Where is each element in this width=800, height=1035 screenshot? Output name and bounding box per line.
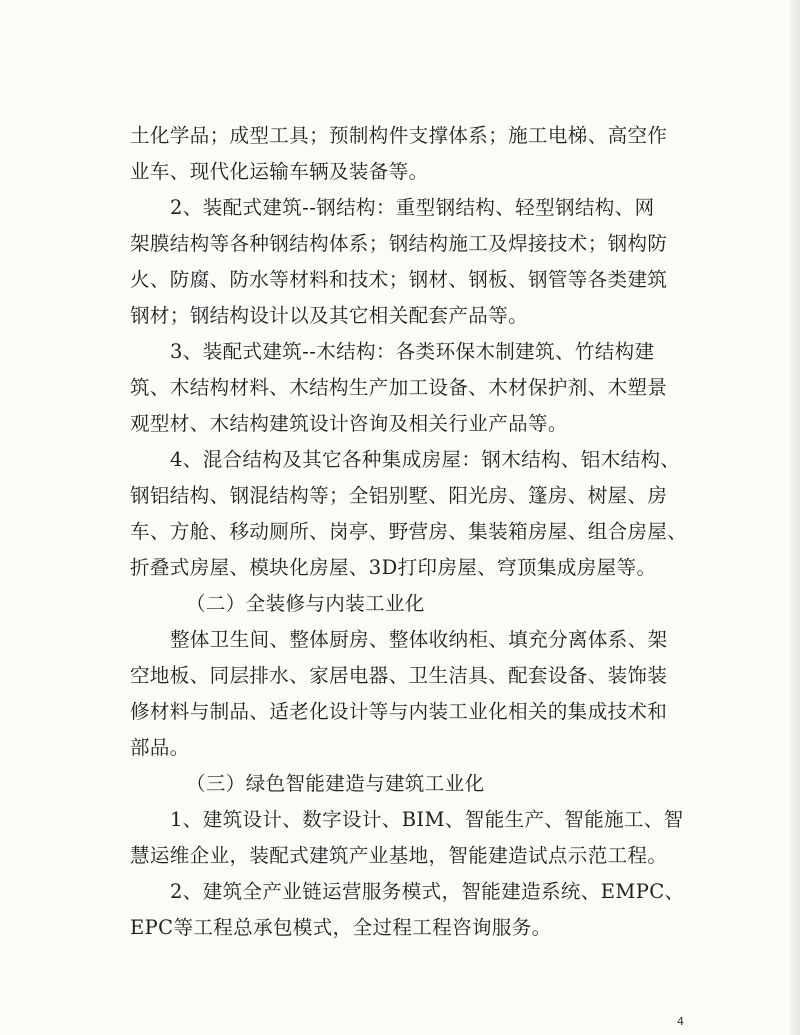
section-heading: （二）全装修与内装工业化 xyxy=(186,592,425,615)
text-line: 部品。 xyxy=(130,736,190,759)
page-edge xyxy=(790,0,800,1035)
text-line: 4、混合结构及其它各种集成房屋：钢木结构、铝木结构、 xyxy=(170,448,681,471)
text-line: 空地板、同层排水、家居电器、卫生洁具、配套设备、装饰装 xyxy=(130,664,668,687)
document-body xyxy=(130,118,700,946)
section-heading: （三）绿色智能建造与建筑工业化 xyxy=(186,772,485,795)
document-text xyxy=(130,118,700,946)
text-line: 业车、现代化运输车辆及装备等。 xyxy=(130,160,429,183)
text-line: 整体卫生间、整体厨房、整体收纳柜、填充分离体系、架 xyxy=(170,628,668,651)
text-line: 2、建筑全产业链运营服务模式，智能建造系统、EMPC、 xyxy=(170,880,685,903)
text-line: 2、装配式建筑--钢结构：重型钢结构、轻型钢结构、网 xyxy=(170,196,655,219)
text-line: EPC等工程总承包模式，全过程工程咨询服务。 xyxy=(130,916,552,939)
text-line: 慧运维企业，装配式建筑产业基地，智能建造试点示范工程。 xyxy=(130,844,668,867)
text-line: 1、建筑设计、数字设计、BIM、智能生产、智能施工、智 xyxy=(170,808,684,831)
text-line: 观型材、木结构建筑设计咨询及相关行业产品等。 xyxy=(130,412,568,435)
text-line: 修材料与制品、适老化设计等与内装工业化相关的集成技术和 xyxy=(130,700,668,723)
text-line: 钢材；钢结构设计以及其它相关配套产品等。 xyxy=(130,304,529,327)
page-number: 4 xyxy=(677,1015,684,1028)
text-line: 筑、木结构材料、木结构生产加工设备、木材保护剂、木塑景 xyxy=(130,376,668,399)
text-line: 车、方舱、移动厕所、岗亭、野营房、集装箱房屋、组合房屋、 xyxy=(130,520,688,543)
text-line: 土化学品；成型工具；预制构件支撑体系；施工电梯、高空作 xyxy=(130,124,668,147)
text-line: 火、防腐、防水等材料和技术；钢材、钢板、钢管等各类建筑 xyxy=(130,268,668,291)
text-line: 架膜结构等各种钢结构体系；钢结构施工及焊接技术；钢构防 xyxy=(130,232,668,255)
text-line: 折叠式房屋、模块化房屋、3D打印房屋、穹顶集成房屋等。 xyxy=(130,556,657,579)
text-line: 钢铝结构、钢混结构等；全铝别墅、阳光房、篷房、树屋、房 xyxy=(130,484,668,507)
text-line: 3、装配式建筑--木结构：各类环保木制建筑、竹结构建 xyxy=(170,340,655,363)
